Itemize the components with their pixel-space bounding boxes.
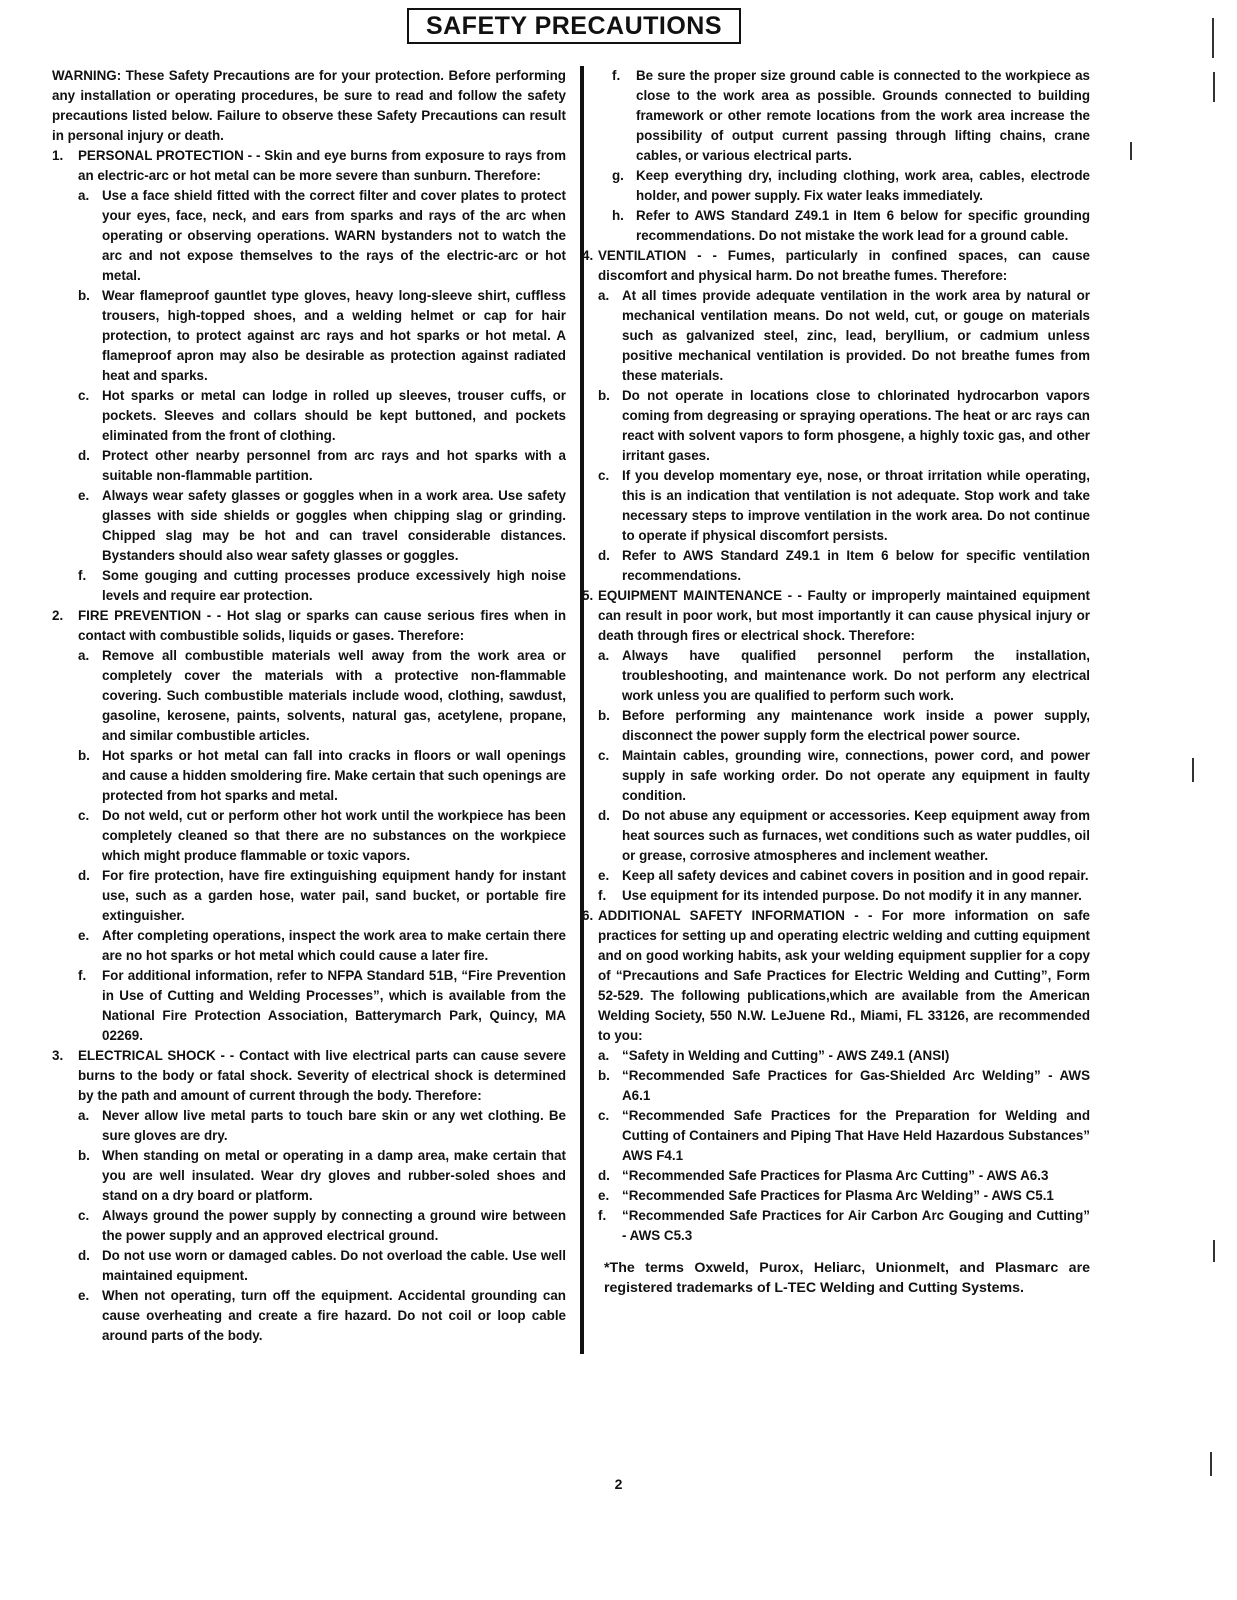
item-text: Always ground the power supply by connecting a ground wire between the power supply and an approved electrical ground. [102,1208,566,1243]
item-text: Always wear safety glasses or goggles when in a work area. Use safety glasses with side shields or goggles when chipping slag or grinding. Chipped slag may be hot and can travel considerable distances. Bystanders should also wear safety glasses or goggles. [102,488,566,563]
section-additional-safety-information [582,906,1090,1246]
item-text: When standing on metal or operating in a damp area, make certain that you are well insulated. Wear dry gloves and rubber-soled shoes and stand on a dry board or platform. [102,1148,566,1203]
item-letter: f. [598,1208,607,1223]
item-letter: c. [598,748,610,763]
section-items [598,1046,1090,1246]
page-number: 2 [614,1476,623,1492]
item-text: Refer to AWS Standard Z49.1 in Item 6 below for specific ventilation recommendations. [622,548,1090,583]
item-text: Do not weld, cut or perform other hot work until the workpiece has been completely cleaned so that there are no substances on the workpiece which might produce flammable or toxic vapors. [102,808,566,863]
item-letter: c. [598,468,610,483]
item-text: “Recommended Safe Practices for Plasma Arc Cutting” - AWS A6.3 [622,1168,1049,1183]
item-text: Never allow live metal parts to touch bare skin or any wet clothing. Be sure gloves are dry. [102,1108,566,1143]
section-heading-text: ADDITIONAL SAFETY INFORMATION - - For more information on safe practices for setting up and operating electric welding and cutting equipment and on good working habits, ask your welding equipment supplier for a copy of “Precautions and Safe Practices for Electric Welding and Cutting”, Form 52-529. The following publications,which are available from the American Welding Society, 550 N.W. LeJuene Rd., Miami, FL 33126, are recommended to you: [598,908,1090,1043]
list-item [78,186,566,286]
item-letter: e. [78,928,90,943]
list-item [598,1106,1090,1166]
item-text: Keep all safety devices and cabinet covers in position and in good repair. [622,868,1089,883]
list-item [78,926,566,966]
list-item [598,1166,1090,1186]
list-item [598,806,1090,866]
item-letter: e. [598,1188,610,1203]
item-text: Always have qualified personnel perform the installation, troubleshooting, and maintenance work. Do not perform any electrical work unless you are qualified to perform such work. [622,648,1090,703]
item-letter: d. [598,548,610,563]
item-text: Keep everything dry, including clothing, work area, cables, electrode holder, and power supply. Fix water leaks immediately. [636,168,1090,203]
list-item [598,706,1090,746]
section-heading [582,906,1090,1046]
item-letter: a. [598,288,610,303]
item-text: “Safety in Welding and Cutting” - AWS Z49.1 (ANSI) [622,1048,950,1063]
item-text: Do not use worn or damaged cables. Do not overload the cable. Use well maintained equipment. [102,1248,566,1283]
list-item [78,806,566,866]
item-letter: f. [78,568,87,583]
item-text: Be sure the proper size ground cable is connected to the workpiece as close to the work area as possible. Grounds connected to building framework or other remote locations from the work area increase the possibility of output current passing through lifting chains, crane cables, or various electrical parts. [636,68,1090,163]
item-letter: e. [78,488,90,503]
item-text: “Recommended Safe Practices for Air Carbon Arc Gouging and Cutting” - AWS C5.3 [622,1208,1090,1243]
section-heading-text: ELECTRICAL SHOCK - - Contact with live electrical parts can cause severe burns to the body or fatal shock. Severity of electrical shock is determined by the path and amount of current through the body. Therefore: [78,1048,566,1103]
item-letter: a. [78,1108,90,1123]
item-letter: f. [612,68,621,83]
section-items [78,646,566,1046]
list-item [598,286,1090,386]
scan-mark [1213,72,1215,102]
section-heading [52,1046,566,1106]
section-fire-prevention [52,606,566,1046]
electrical-shock-continued-items [612,66,1090,246]
section-number: 6. [582,908,594,923]
item-letter: d. [598,808,610,823]
section-items [598,286,1090,586]
list-item [598,746,1090,806]
right-column [582,66,1090,1298]
item-letter: b. [78,748,90,763]
item-text: “Recommended Safe Practices for Gas-Shielded Arc Welding” - AWS A6.1 [622,1068,1090,1103]
item-text: If you develop momentary eye, nose, or throat irritation while operating, this is an indication that ventilation is not adequate. Stop work and take necessary steps to improve ventilation in the work area. Do not continue to operate if physical discomfort persists. [622,468,1090,543]
section-number: 4. [582,248,594,263]
section-items [598,646,1090,906]
section-number: 5. [582,588,594,603]
section-number: 3. [52,1048,64,1063]
section-items [78,1106,566,1346]
section-personal-protection [52,146,566,606]
item-text: At all times provide adequate ventilation in the work area by natural or mechanical ventilation means. Do not weld, cut, or gouge on materials such as galvanized steel, zinc, lead, beryllium, or cadmium unless positive mechanical ventilation is provided. Do not breathe fumes from these materials. [622,288,1090,383]
item-letter: c. [78,388,90,403]
item-letter: d. [598,1168,610,1183]
item-letter: b. [598,1068,610,1083]
list-item [78,746,566,806]
item-text: Refer to AWS Standard Z49.1 in Item 6 below for specific grounding recommendations. Do not mistake the work lead for a ground cable. [636,208,1090,243]
item-text: Hot sparks or metal can lodge in rolled up sleeves, trouser cuffs, or pockets. Sleeves and collars should be kept buttoned, and pockets eliminated from the front of clothing. [102,388,566,443]
section-heading-text: FIRE PREVENTION - - Hot slag or sparks can cause serious fires when in contact with combustible solids, liquids or gases. Therefore: [78,608,566,643]
item-text: Do not operate in locations close to chlorinated hydrocarbon vapors coming from degreasing or spraying operations. The heat or arc rays can react with solvent vapors to form phosgene, a highly toxic gas, and other irritant gases. [622,388,1090,463]
list-item [78,486,566,566]
item-text: Use equipment for its intended purpose. Do not modify it in any manner. [622,888,1082,903]
item-text: Some gouging and cutting processes produce excessively high noise levels and require ear protection. [102,568,566,603]
item-text: Before performing any maintenance work inside a power supply, disconnect the power supply form the electrical power source. [622,708,1090,743]
list-item [78,386,566,446]
section-electrical-shock [52,1046,566,1346]
item-letter: b. [78,288,90,303]
item-text: “Recommended Safe Practices for Plasma Arc Welding” - AWS C5.1 [622,1188,1054,1203]
warning-text: WARNING: These Safety Precautions are for your protection. Before performing any installation or operating procedures, be sure to read and follow the safety precautions listed below. Failure to observe these Safety Precautions can result in personal injury or death. [52,68,566,143]
list-item [612,66,1090,166]
item-text: For additional information, refer to NFPA Standard 51B, “Fire Prevention in Use of Cutting and Welding Processes”, which is available from the National Fire Protection Association, Batterymarch Park, Quincy, MA 02269. [102,968,566,1043]
item-text: Maintain cables, grounding wire, connections, power cord, and power supply in safe working order. Do not operate any equipment in faulty condition. [622,748,1090,803]
list-item [598,466,1090,546]
section-number: 2. [52,608,64,623]
scan-mark [1212,18,1214,58]
item-letter: b. [598,388,610,403]
list-item [78,1106,566,1146]
list-item [78,446,566,486]
item-letter: c. [598,1108,610,1123]
item-text: Remove all combustible materials well away from the work area or completely cover the materials with a protective non-flammable covering. Such combustible materials include wood, clothing, sawdust, gasoline, kerosene, paints, solvents, natural gas, acetylene, propane, and similar combustible articles. [102,648,566,743]
item-letter: a. [78,188,90,203]
item-letter: d. [78,868,90,883]
section-heading [52,606,566,646]
item-letter: e. [598,868,610,883]
item-letter: e. [78,1288,90,1303]
item-letter: c. [78,1208,90,1223]
list-item [78,1246,566,1286]
item-letter: a. [598,1048,610,1063]
list-item [78,1206,566,1246]
item-letter: b. [598,708,610,723]
list-item [78,646,566,746]
scan-mark [1130,142,1132,160]
list-item [78,566,566,606]
item-letter: a. [598,648,610,663]
list-item [598,646,1090,706]
item-text: Do not abuse any equipment or accessories. Keep equipment away from heat sources such as furnaces, wet conditions such as water puddles, oil or grease, corrosive atmospheres and inclement weather. [622,808,1090,863]
list-item [598,886,1090,906]
list-item [598,1186,1090,1206]
scan-mark [1210,1452,1212,1476]
section-heading-text: VENTILATION - - Fumes, particularly in confined spaces, can cause discomfort and physical harm. Do not breathe fumes. Therefore: [598,248,1090,283]
section-heading-text: EQUIPMENT MAINTENANCE - - Faulty or improperly maintained equipment can result in poor work, but most importantly it can cause physical injury or death through fires or electrical shock. Therefore: [598,588,1090,643]
item-letter: f. [78,968,87,983]
list-item [598,1206,1090,1246]
list-item [78,866,566,926]
section-ventilation [582,246,1090,586]
list-item [612,206,1090,246]
item-letter: b. [78,1148,90,1163]
section-items [78,186,566,606]
section-number: 1. [52,148,64,163]
section-heading [52,146,566,186]
trademark-footnote: *The terms Oxweld, Purox, Heliarc, Unionmelt, and Plasmarc are registered trademarks of L-TEC Welding and Cutting Systems. [604,1260,1090,1296]
item-text: When not operating, turn off the equipment. Accidental grounding can cause overheating and create a fire hazard. Do not coil or loop cable around parts of the body. [102,1288,566,1343]
item-letter: a. [78,648,90,663]
item-letter: f. [598,888,607,903]
scan-mark [1192,758,1194,782]
item-text: Hot sparks or hot metal can fall into cracks in floors or wall openings and cause a hidden smoldering fire. Make certain that such openings are protected from hot sparks and metal. [102,748,566,803]
item-text: After completing operations, inspect the work area to make certain there are no hot sparks or hot metal which could cause a later fire. [102,928,566,963]
list-item [598,386,1090,466]
item-letter: d. [78,448,90,463]
item-text: “Recommended Safe Practices for the Preparation for Welding and Cutting of Containers and Piping That Have Held Hazardous Substances” AWS F4.1 [622,1108,1090,1163]
page-title: SAFETY PRECAUTIONS [407,8,741,44]
item-text: Use a face shield fitted with the correct filter and cover plates to protect your eyes, face, neck, and ears from sparks and rays of the arc when operating or observing operations. WARN bystanders not to watch the arc and not expose themselves to the rays of the electric-arc or hot metal. [102,188,566,283]
section-equipment-maintenance [582,586,1090,906]
list-item [598,1046,1090,1066]
list-item [78,286,566,386]
section-heading [582,586,1090,646]
list-item [78,966,566,1046]
item-text: Protect other nearby personnel from arc rays and hot sparks with a suitable non-flammable partition. [102,448,566,483]
item-text: For fire protection, have fire extinguishing equipment handy for instant use, such as a garden hose, water pail, sand bucket, or portable fire extinguisher. [102,868,566,923]
item-letter: h. [612,208,624,223]
section-heading-text: PERSONAL PROTECTION - - Skin and eye burns from exposure to rays from an electric-arc or hot metal can be more severe than sunburn. Therefore: [78,148,566,183]
item-letter: g. [612,168,624,183]
list-item [598,546,1090,586]
item-text: Wear flameproof gauntlet type gloves, heavy long-sleeve shirt, cuffless trousers, high-topped shoes, and a welding helmet or cap for hair protection, to protect against arc rays and hot sparks or hot metal. A flameproof apron may also be desirable as protection against radiated heat and sparks. [102,288,566,383]
scan-mark [1213,1240,1215,1262]
list-item [598,1066,1090,1106]
list-item [78,1286,566,1346]
list-item [78,1146,566,1206]
item-letter: d. [78,1248,90,1263]
section-heading [582,246,1090,286]
item-letter: c. [78,808,90,823]
list-item [598,866,1090,886]
list-item [612,166,1090,206]
left-column [52,66,566,1346]
